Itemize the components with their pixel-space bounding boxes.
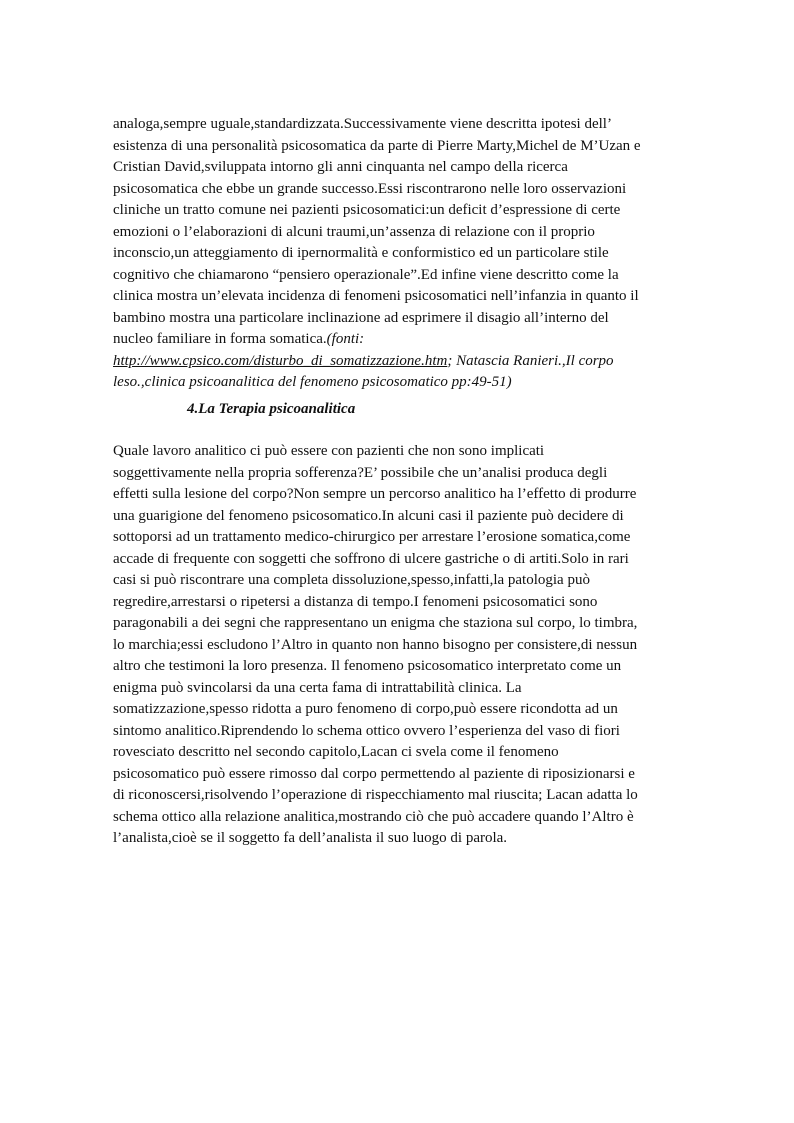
text-line: altro che testimoni la loro presenza. Il fenomeno psicosomatico interpretato come un (113, 658, 622, 674)
source-citation-author: ; Natascia Ranieri.,Il corpo (447, 352, 614, 369)
text-line: sintomo analitico.Riprendendo lo schema ottico ovvero l’esperienza del vaso di fiori (113, 722, 620, 739)
text-line: soggettivamente nella propria sofferenza?E’ possibile che un’analisi produca degli (113, 464, 608, 481)
text-line: psicosomatica che ebbe un grande successo.Essi riscontrarono nelle loro osservazioni (113, 180, 627, 197)
source-citation-end: leso.,clinica psicoanalitica del fenomeno psicosomatico pp:49-51) (113, 374, 512, 390)
text-line: di riconoscersi,risolvendo l’operazione di rispecchiamento mal riuscita; Lacan adatta lo (113, 787, 638, 803)
text-line: rovesciato descritto nel secondo capitolo,Lacan ci svela come il fenomeno (113, 744, 559, 760)
source-citation-open: (fonti: (326, 331, 365, 347)
paragraph-personality (113, 114, 683, 394)
text-line: paragonabili a dei segni che rappresentano un enigma che staziona sul corpo, lo timbra, (113, 615, 638, 631)
text-line: analoga,sempre uguale,standardizzata.Successivamente viene descritta ipotesi dell’ (113, 116, 612, 132)
text-line: Cristian David,sviluppata intorno gli anni cinquanta nel campo della ricerca (113, 159, 568, 175)
text-line: emozioni o l’elaborazioni di alcuni traumi,un’assenza di relazione con il proprio (113, 223, 595, 240)
text-line: inconscio,un atteggiamento di ipernormalità e conformistico ed un particolare stile (113, 245, 609, 261)
text-line: Quale lavoro analitico ci può essere con pazienti che non sono implicati (113, 443, 545, 459)
paragraph-therapy (113, 441, 683, 850)
text-line (113, 329, 683, 351)
text-line: clinica mostra un’elevata incidenza di fenomeni psicosomatici nell’infanzia in quanto il (113, 288, 639, 304)
text-line: una guarigione del fenomeno psicosomatico.In alcuni casi il paziente può decidere di (113, 507, 624, 524)
text-line: somatizzazione,spesso ridotta a puro fenomeno di corpo,può essere ricondotta ad un (113, 701, 618, 717)
text-line: sottoporsi ad un trattamento medico-chirurgico per arrestare l’erosione somatica,come (113, 529, 631, 545)
text-line: l’analista,cioè se il soggetto fa dell’analista il suo luogo di parola. (113, 830, 508, 846)
text-line: enigma può svincolarsi da una certa fama di intrattabilità clinica. La (113, 679, 522, 696)
text-line: cliniche un tratto comune nei pazienti psicosomatici:un deficit d’espressione di certe (113, 202, 621, 218)
text-line (113, 351, 683, 373)
text-line: bambino mostra una particolare inclinazione ad esprimere il disagio all’interno del (113, 309, 609, 326)
text-line: schema ottico alla relazione analitica,mostrando ciò che può accadere quando l’Altro è (113, 808, 634, 825)
text-line: psicosomatico può essere rimosso dal corpo permettendo al paziente di riposizionarsi e (113, 765, 635, 782)
text-line: accade di frequente con soggetti che soffrono di ulcere gastriche o di artiti.Solo in rari (113, 550, 629, 567)
text-line: cognitivo che chiamarono “pensiero operazionale”.Ed infine viene descritto come la (113, 266, 619, 283)
text-line: effetti sulla lesione del corpo?Non sempre un percorso analitico ha l’effetto di produrre (113, 486, 637, 502)
text-line: casi si può riscontrare una completa dissoluzione,spesso,infatti,la patologia può (113, 572, 590, 588)
source-link[interactable]: http://www.cpsico.com/disturbo_di_somatizzazione.htm (113, 352, 448, 369)
text-line: lo marchia;essi escludono l’Altro in quanto non hanno bisogno per consistere,di nessun (113, 636, 638, 653)
text-line: regredire,arrestarsi o ripetersi a distanza di tempo.I fenomeni psicosomatici sono (113, 593, 598, 610)
text-line-content: nucleo familiare in forma somatica. (113, 331, 327, 347)
text-line: esistenza di una personalità psicosomatica da parte di Pierre Marty,Michel de M’Uzan e (113, 137, 641, 154)
section-heading: 4.La Terapia psicoanalitica (187, 401, 356, 417)
